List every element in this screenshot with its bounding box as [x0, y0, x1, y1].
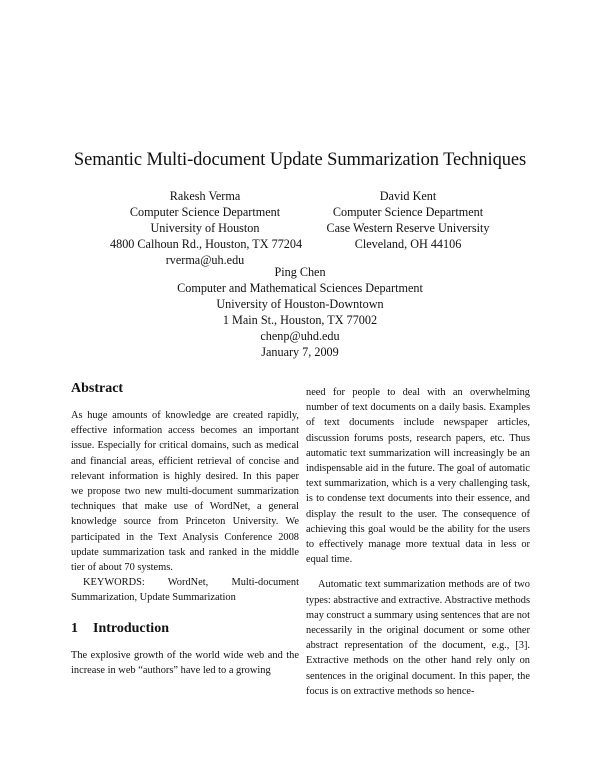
section-number: 1 [71, 620, 78, 636]
author-institution: University of Houston-Downtown [216, 297, 384, 311]
author-department: Computer Science Department [129, 205, 281, 219]
author-block-kent [318, 188, 498, 252]
abstract-text: As huge amounts of knowledge are created rapidly, effective information access becomes an important issue. Especially for critical domains, such as medical and financial areas, efficient retrieval of concise and relevant information is highly desired. In this paper we propose two new multi-document summarization techniques that make use of WordNet, a general knowledge source from Princeton University. We participated in the Text Analysis Conference 2008 update summarization task and ranked in the middle tier of about 70 systems. [71, 410, 299, 574]
abstract-heading: Abstract [71, 381, 124, 396]
author-block-chen [150, 264, 450, 344]
author-address: Cleveland, OH 44106 [354, 237, 462, 251]
author-block-verma [110, 188, 303, 268]
author-email: chenp@uhd.edu [260, 329, 340, 343]
keywords-text: KEYWORDS: WordNet, Multi-document Summarization, Update Summarization [71, 577, 299, 604]
author-institution: Case Western Reserve University [326, 221, 490, 235]
left-column [71, 380, 299, 678]
paper-title: Semantic Multi-document Update Summarization Techniques [73, 150, 527, 170]
section-title: Introduction [93, 620, 169, 636]
author-name: Ping Chen [274, 265, 326, 279]
author-name: David Kent [379, 189, 437, 203]
author-address: 4800 Calhoun Rd., Houston, TX 77204 [110, 237, 303, 251]
intro-heading [71, 620, 299, 638]
author-department: Computer Science Department [332, 205, 484, 219]
author-department: Computer and Mathematical Sciences Department [177, 281, 423, 295]
paper-date: January 7, 2009 [261, 345, 339, 359]
intro-paragraph-start: The explosive growth of the world wide web and the increase in web “authors” have led to a growing [71, 649, 299, 676]
author-email: rverma@uh.edu [165, 253, 245, 267]
author-address: 1 Main St., Houston, TX 77002 [222, 313, 378, 327]
right-column [306, 385, 530, 699]
author-name: Rakesh Verma [169, 189, 241, 203]
intro-paragraph-2: Automatic text summarization methods are of two types: abstractive and extractive. Abstractive methods may construct a summary using sentences that are not necessarily in the original document or some other abstract representation of the document, e.g., [3]. Extractive methods on the other hand rely only on sentences in the original document. In this paper, the focus is on extractive methods so hence- [306, 579, 530, 697]
author-institution: University of Houston [150, 221, 260, 235]
intro-paragraph-continued: need for people to deal with an overwhelming number of text documents on a daily basis. Examples of text documents include newspaper articles, discussion forums posts, research papers, etc. Thus automatic text summarization will increasingly be an indispensable aid in the future. The goal of automatic text summarization, which is a very challenging task, is to condense text documents into their essence, and display the result to the user. The consequence of achieving this goal would be the ability for the users to effectively manage more textual data in less or equal time. [306, 387, 530, 566]
